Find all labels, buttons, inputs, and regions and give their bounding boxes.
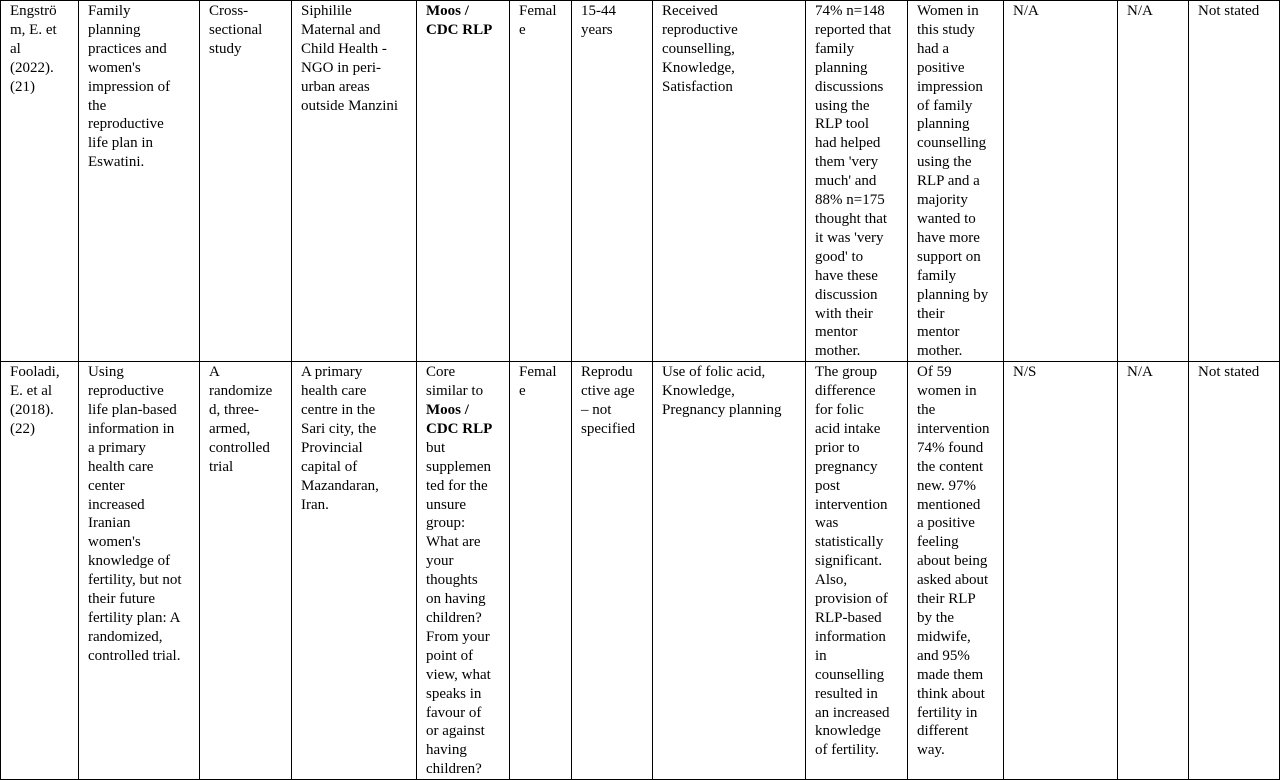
setting-cell: A primary health care centre in the Sari city, the Provincial capital of Mazandaran, Iran. — [292, 362, 417, 780]
author-cell: Engströ m, E. et al (2022). (21) — [1, 1, 79, 362]
outcomes-cell: Use of folic acid, Knowledge, Pregnancy planning — [653, 362, 806, 780]
sex-cell: Femal e — [510, 362, 572, 780]
col13-cell: Not stated — [1189, 1, 1280, 362]
results-cell: 74% n=148 reported that family planning discussions using the RLP tool had helped them 'very much' and 88% n=175 thought that it was 'very good' to have these discussion with their mentor mother. — [806, 1, 908, 362]
setting-cell: Siphilile Maternal and Child Health - NGO in peri- urban areas outside Manzini — [292, 1, 417, 362]
col11-cell: N/A — [1004, 1, 1118, 362]
title-cell: Family planning practices and women's impression of the reproductive life plan in Eswatini. — [79, 1, 200, 362]
experience-cell: Of 59 women in the intervention 74% found the content new. 97% mentioned a positive feeling about being asked about their RLP by the midwife, and 95% made them think about fertility in different way. — [908, 362, 1004, 780]
col12-cell: N/A — [1118, 1, 1189, 362]
col13-cell: Not stated — [1189, 362, 1280, 780]
rlp-pre-text: Core similar to — [426, 364, 484, 400]
author-cell: Fooladi, E. et al (2018). (22) — [1, 362, 79, 780]
outcomes-cell: Received reproductive counselling, Knowledge, Satisfaction — [653, 1, 806, 362]
design-cell: Cross- sectional study — [200, 1, 292, 362]
rlp-post-text: but supplemen ted for the unsure group: What are your thoughts on having children? From your point of view, what speaks in favour of or against having children? — [426, 439, 491, 778]
age-cell: 15-44 years — [572, 1, 653, 362]
rlp-cell — [417, 1, 510, 362]
rlp-bold-text: Moos / CDC RLP — [426, 3, 493, 38]
rlp-bold-text: Moos / CDC RLP — [426, 402, 493, 437]
sex-cell: Femal e — [510, 1, 572, 362]
title-cell: Using reproductive life plan-based information in a primary health care center increased Iranian women's knowledge of fertility, but not their future fertility plan: A randomized, controlled trial. — [79, 362, 200, 780]
results-cell: The group difference for folic acid intake prior to pregnancy post intervention was statistically significant. Also, provision of RLP-based information in counselling resulted in an increased knowledge of fertility. — [806, 362, 908, 780]
rlp-cell — [417, 362, 510, 780]
col11-cell: N/S — [1004, 362, 1118, 780]
design-cell: A randomize d, three- armed, controlled trial — [200, 362, 292, 780]
table-row — [1, 362, 1280, 780]
col12-cell: N/A — [1118, 362, 1189, 780]
experience-cell: Women in this study had a positive impression of family planning counselling using the RLP and a majority wanted to have more support on family planning by their mentor mother. — [908, 1, 1004, 362]
table-row — [1, 1, 1280, 362]
age-cell: Reprodu ctive age – not specified — [572, 362, 653, 780]
